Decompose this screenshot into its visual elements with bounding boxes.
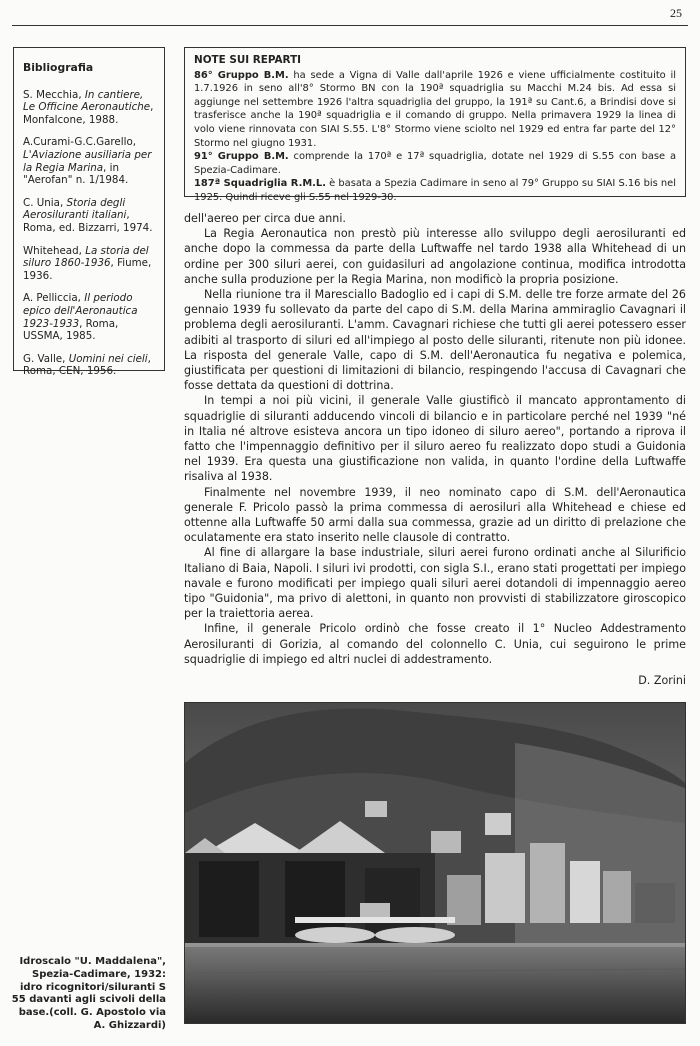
historical-photo xyxy=(184,702,686,1024)
bibliography-entry xyxy=(23,136,156,186)
article-paragraph: In tempi a noi più vicini, il generale Valle giustificò il mancato approntamento di squadriglie di siluranti adducendo vincoli di bilancio e in particolare perché nel 1939 "né in Italia né altrove esisteva ancora un tipo idoneo di siluro aereo", portando a riprova il fatto che l'impennaggio definitivo per il siluro aereo fu realizzato dopo studi a Guidonia nel 1939. Era questa una giustificazione non valida, in quanto l'ordine della Luftwaffe risaliva al 1938. xyxy=(184,394,686,484)
bibliography-entry xyxy=(23,197,156,235)
bibliography-entry xyxy=(23,353,156,378)
entry-author: A.Curami-G.C.Garello, xyxy=(23,136,137,149)
article-paragraph: Infine, il generale Pricolo ordinò che fosse creato il 1° Nucleo Addestramento Aerosiluranti di Gorizia, al comando del colonnello C. Unia, cui seguirono le prime squadriglie di impiego ed altri nuclei di addestramento. xyxy=(184,622,686,666)
article-paragraph: La Regia Aeronautica non prestò più interesse allo sviluppo degli aerosiluranti ed anche dopo la commessa da parte della Luftwaffe nel tardo 1938 alla Whitehead di un ordine per 300 siluri aerei, con guidasiluri ad angolazione continua, modifica introdotta anche sulla produzione per la Regia Marina, non modificò la propria posizione. xyxy=(184,227,686,286)
bibliography-box xyxy=(13,47,165,378)
article-author: D. Zorini xyxy=(638,674,686,688)
header-rule xyxy=(12,25,688,26)
bibliography-title: Bibliografia xyxy=(23,61,94,74)
entry-publication: , Roma, ed. Bizzarri, 1974. xyxy=(23,209,153,234)
article-paragraph: Al fine di allargare la base industriale, siluri aerei furono ordinati anche al Silurificio Italiano di Baia, Napoli. I siluri ivi prodotti, con sigla S.I., erano stati progettati per impiego navale e furono modificati per impiego quali siluri aerei dotandoli di impennaggio aereo tipo "Guidonia", ma privo di alettoni, in quanto non provvisti di stabilizzatore giroscopico per la traiettoria aerea. xyxy=(184,546,686,621)
entry-title: Il periodo epico dell'Aeronautica 1923-1933 xyxy=(23,292,138,330)
note-unit: 187ª Squadriglia R.M.L. xyxy=(194,178,326,190)
article-lead: dell'aereo per circa due anni. xyxy=(184,212,346,225)
page-number: 25 xyxy=(670,6,682,20)
article-body xyxy=(184,211,686,688)
note-unit: 86° Gruppo B.M. xyxy=(194,69,289,81)
entry-publication: , Monfalcone, 1988. xyxy=(23,101,154,126)
entry-author: G. Valle, xyxy=(23,352,69,365)
article-paragraph: Finalmente nel novembre 1939, il neo nominato capo di S.M. dell'Aeronautica generale F. Pricolo passò la prima commessa di aerosiluri alla Whitehead e chiese ed ottenne alla Luftwaffe 50 armi dalla sua commessa, grazie ad un diritto di prelazione che oculatamente era stato inserito nelle clausole di contratto. xyxy=(184,485,686,545)
entry-title: Uomini nei cieli xyxy=(68,352,148,365)
notes-title: NOTE SUI REPARTI xyxy=(194,54,302,66)
note-text: comprende la 170ª e 17ª squadriglia, dotate nel 1929 di S.55 con base a Spezia-Cadimare. xyxy=(194,151,677,176)
entry-author: S. Mecchia, xyxy=(23,88,85,101)
note-text: è basata a Spezia Cadimare in seno al 79° Gruppo su SIAI S.16 bis nel 1925. Quindi riceve gli S.55 nel 1929-30. xyxy=(194,178,677,203)
entry-publication: , in "Aerofan" n. 1/1984. xyxy=(23,161,129,187)
entry-publication: , Roma, USSMA, 1985. xyxy=(23,317,119,343)
entry-author: C. Unia, xyxy=(23,196,67,209)
bibliography-entry xyxy=(23,292,156,342)
note-text: ha sede a Vigna di Valle dall'aprile 1926 e viene ufficialmente costituito il 1.7.1926 in seno all'8° Stormo BN con la 190ª squadriglia su Macchi M.24 bis. Ad essa si aggiunge nel settembre 1926 l'altra squadriglia del gruppo, la 191ª su Cant.6, a Brindisi dove si trasferisce anche la 190ª squadriglia e il comando di gruppo. Nella primavera 1929 la linea di volo viene rinnovata con SIAI S.55. L'8° Stormo viene sciolto nel 1929 ed entra far parte del 12° Stormo nel giugno 1931. xyxy=(194,69,676,149)
entry-title: L'Aviazione ausiliaria per la Regia Marina xyxy=(23,148,152,174)
entry-title: Storia degli Aerosiluranti italiani xyxy=(23,196,127,222)
entry-title: In cantiere, Le Officine Aeronautiche xyxy=(23,88,151,114)
entry-publication: , Roma, CEN, 1956. xyxy=(23,352,151,378)
entry-author: Whitehead, xyxy=(23,244,86,257)
bibliography-entry xyxy=(23,245,156,283)
bibliography-entry xyxy=(23,89,156,127)
entry-title: La storia del siluro 1860-1936 xyxy=(23,244,149,270)
note-item xyxy=(194,69,676,151)
note-item xyxy=(194,177,676,204)
unit-notes-box xyxy=(184,47,686,203)
article-paragraph: Nella riunione tra il Maresciallo Badoglio ed i capi di S.M. delle tre forze armate del 26 gennaio 1939 fu sollevato da parte del capo di S.M. della Marina ammiraglio Cavagnari il problema degli aerosiluranti. L'amm. Cavagnari richiese che tutti gli aerei potessero esser adibiti al trasporto di siluri ed all'impiego al posto delle siluranti, ritenute non più idonee. La risposta del generale Valle, capo di S.M. dell'Aeronautica fu negativa e polemica, giustificata per questioni di limitazioni di bilancio, respingendo l'accusa di Cavagnari che fosse dettata da questioni di dottrina. xyxy=(184,288,686,393)
entry-author: A. Pelliccia, xyxy=(23,292,85,305)
note-unit: 91° Gruppo B.M. xyxy=(194,151,289,163)
seaplane-base-photo xyxy=(185,703,685,1023)
entry-publication: , Fiume, 1936. xyxy=(23,257,152,282)
photo-caption: Idroscalo "U. Maddalena", Spezia-Cadimare, 1932: idro ricognitori/siluranti S 55 davanti agli scivoli della base.(coll. G. Apostolo via A. Ghizzardi) xyxy=(11,956,166,1031)
note-item xyxy=(194,150,676,177)
